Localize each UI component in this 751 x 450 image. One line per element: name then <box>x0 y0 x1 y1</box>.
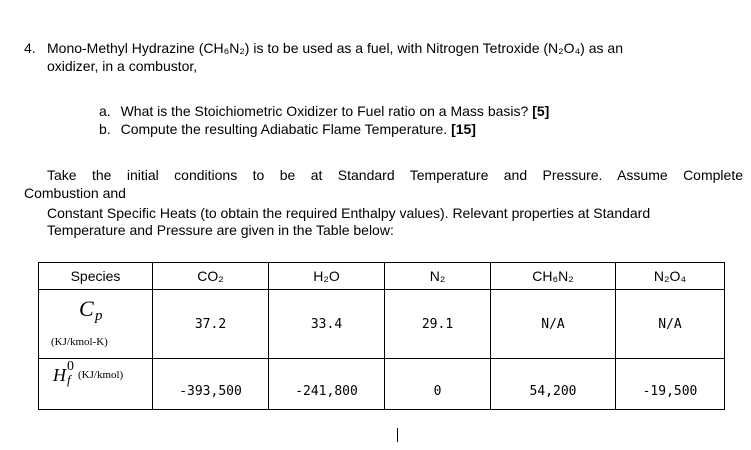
text-cursor <box>397 428 398 442</box>
cp-symbol: C <box>79 296 94 321</box>
hf-n2: 0 <box>385 359 491 410</box>
header-h2o: H₂O <box>269 263 385 290</box>
hf-ch6n2: 54,200 <box>491 359 616 410</box>
part-a <box>99 103 549 120</box>
header-co2: CO₂ <box>153 263 269 290</box>
part-b-marks: [15] <box>451 121 476 137</box>
cp-h2o: 33.4 <box>269 290 385 359</box>
conditions-line4: Temperature and Pressure are given in the Table below: <box>47 222 394 238</box>
header-species: Species <box>39 263 153 290</box>
cp-co2: 37.2 <box>153 290 269 359</box>
part-b-text: Compute the resulting Adiabatic Flame Temperature. <box>120 121 448 137</box>
hf-n2o4: -19,500 <box>616 359 725 410</box>
row-label-hf <box>39 359 153 410</box>
question-text-line2: oxidizer, in a combustor, <box>47 58 198 74</box>
properties-table <box>38 262 725 410</box>
question-text-line1: Mono-Methyl Hydrazine (CH₆N₂) is to be used as a fuel, with Nitrogen Tetroxide (N₂O₄) as an <box>47 40 623 56</box>
hf-superscript: 0 <box>67 359 74 374</box>
conditions-line2: Combustion and <box>24 185 126 201</box>
table-header-row <box>39 263 725 290</box>
cp-n2o4: N/A <box>616 290 725 359</box>
cp-ch6n2: N/A <box>491 290 616 359</box>
cp-n2: 29.1 <box>385 290 491 359</box>
hf-symbol: H <box>53 365 66 385</box>
hf-unit: (KJ/kmol) <box>78 369 124 381</box>
part-a-text: What is the Stoichiometric Oxidizer to Fuel ratio on a Mass basis? <box>120 103 529 119</box>
hf-h2o: -241,800 <box>269 359 385 410</box>
header-n2o4: N₂O₄ <box>616 263 725 290</box>
part-b-label: b. <box>99 121 111 137</box>
part-b <box>99 121 476 138</box>
header-ch6n2: CH₆N₂ <box>491 263 616 290</box>
row-label-cp <box>39 290 153 359</box>
cp-unit: (KJ/kmol-K) <box>51 336 108 348</box>
conditions-line1: Take the initial conditions to be at Standard Temperature and Pressure. Assume Complete <box>47 167 743 183</box>
cp-subscript: p <box>95 308 103 324</box>
table-row-hf <box>39 359 725 410</box>
header-n2: N₂ <box>385 263 491 290</box>
part-a-marks: [5] <box>532 103 550 119</box>
part-a-label: a. <box>99 103 111 119</box>
conditions-line3: Constant Specific Heats (to obtain the required Enthalpy values). Relevant properties at Standard <box>47 205 651 221</box>
hf-co2: -393,500 <box>153 359 269 410</box>
question-number: 4. <box>24 40 36 56</box>
hf-subscript: f <box>67 372 71 387</box>
table-row-cp <box>39 290 725 359</box>
